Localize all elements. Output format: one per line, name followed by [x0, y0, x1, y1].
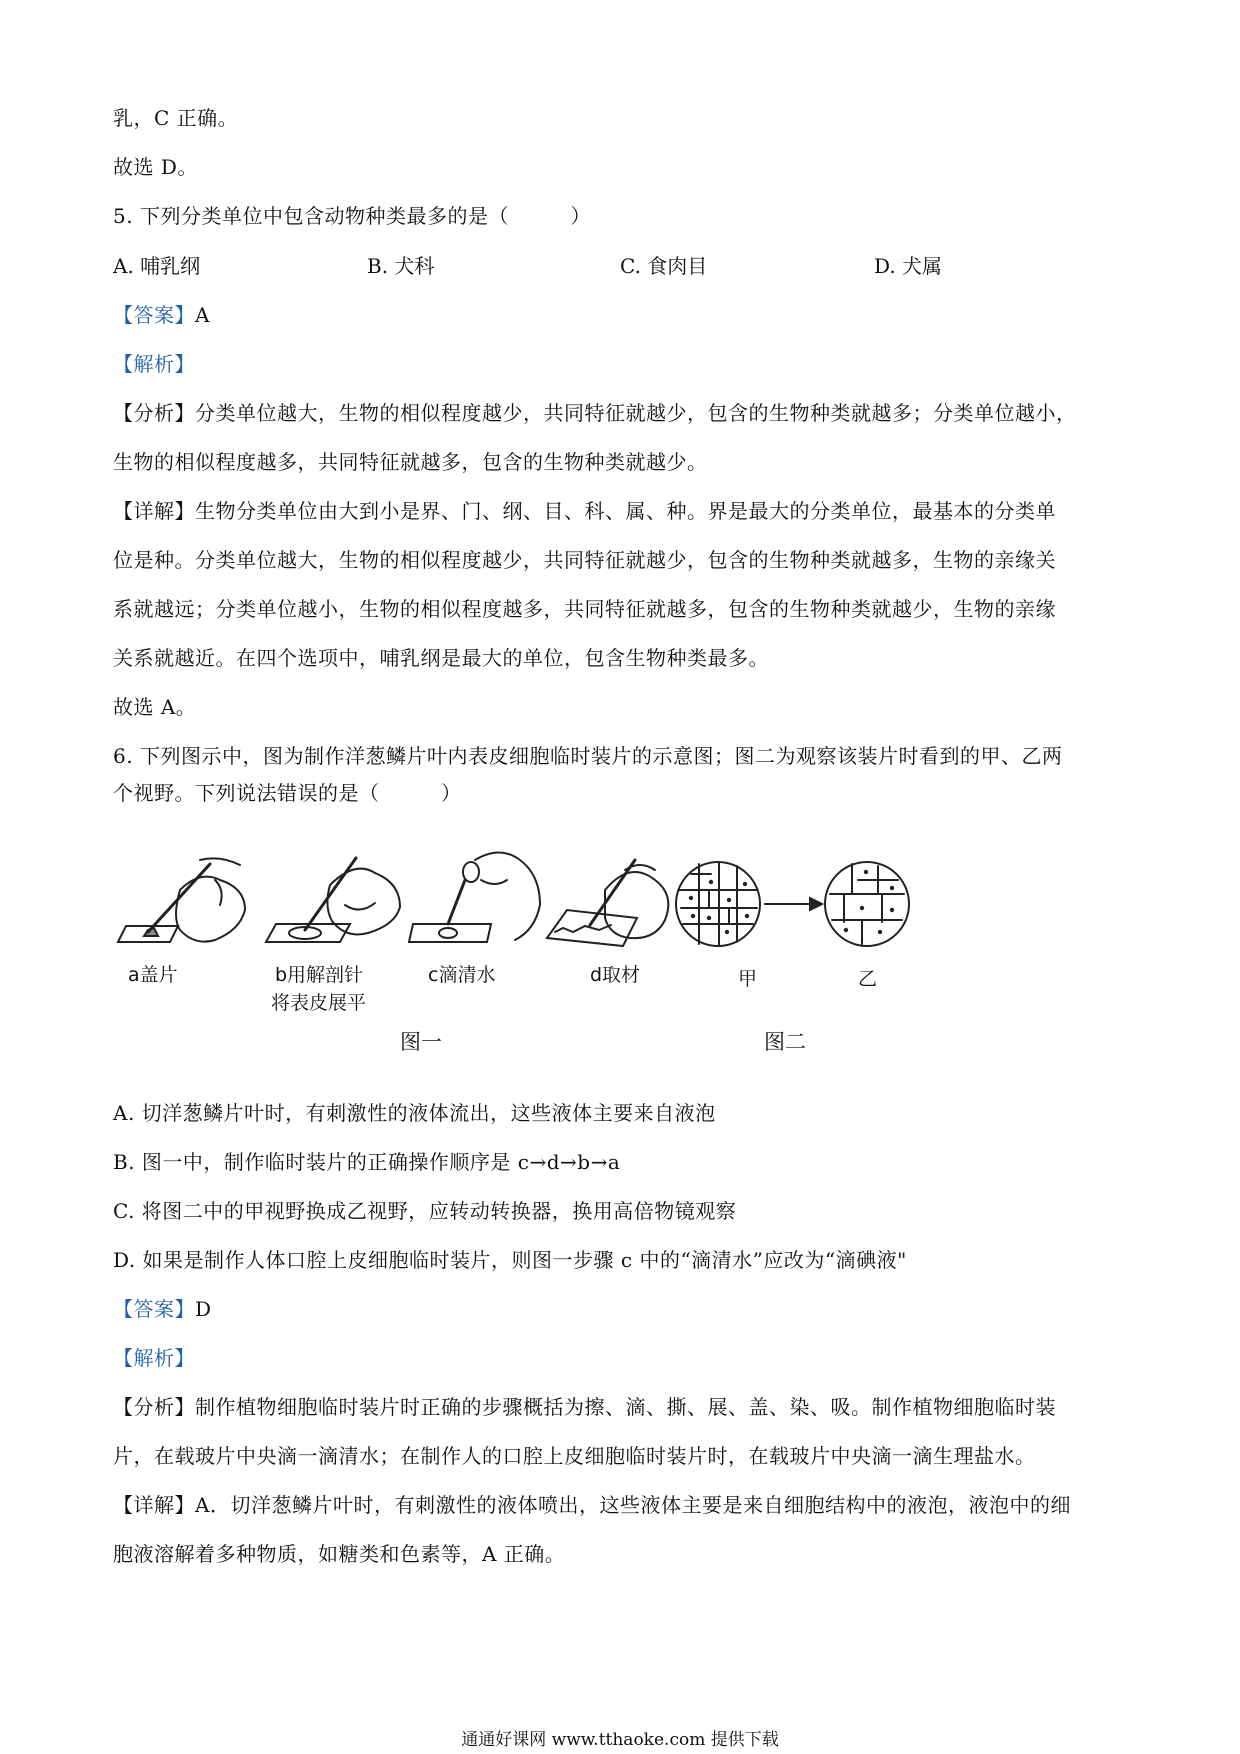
- text-line: 系就越远；分类单位越小，生物的相似程度越多，共同特征就越多，包含的生物种类就越少，生物的亲缘: [113, 597, 1056, 621]
- answer-value: A: [195, 303, 210, 327]
- text-line: 位是种。分类单位越大，生物的相似程度越少，共同特征就越少，包含的生物种类就越多，生物的亲缘关: [113, 548, 1056, 572]
- answer-6: [113, 1295, 212, 1323]
- q6-option-d: D. 如果是制作人体口腔上皮细胞临时装片，则图一步骤 c 中的“滴清水”应改为“滴碘液": [113, 1248, 907, 1272]
- analysis-tag-6: 【解析】: [113, 1346, 195, 1370]
- label-step-b: b用解剖针: [275, 964, 364, 986]
- text-line: 故选 A。: [113, 695, 197, 719]
- caption-figure-2: 图二: [764, 1030, 806, 1054]
- arrow-icon: [765, 898, 822, 910]
- xiangjie-6: [113, 1491, 1071, 1519]
- xiangjie-text: A．切洋葱鳞片叶时，有刺激性的液体喷出，这些液体主要是来自细胞结构中的液泡，液泡中的细: [195, 1493, 1071, 1517]
- xiangjie-5: [113, 497, 1056, 525]
- label-jia: 甲: [738, 968, 758, 990]
- xiangjie-tag: 【详解】: [113, 1493, 195, 1517]
- text-line: 故选 D。: [113, 155, 198, 179]
- view-yi-drawing: [825, 862, 909, 946]
- label-step-a: a盖片: [128, 964, 178, 986]
- label-step-c: c滴清水: [428, 964, 496, 986]
- xiangjie-text: 生物分类单位由大到小是界、门、纲、目、科、属、种。界是最大的分类单位，最基本的分类单: [195, 499, 1056, 523]
- fenxi-5: [113, 399, 1077, 427]
- q6-option-b: B. 图一中，制作临时装片的正确操作顺序是 c→d→b→a: [113, 1150, 621, 1174]
- question-6: 6. 下列图示中，图为制作洋葱鳞片叶内表皮细胞临时装片的示意图；图二为观察该装片时看到的甲、乙两: [113, 744, 1063, 768]
- view-jia-drawing: [676, 862, 760, 946]
- fenxi-tag: 【分析】: [113, 1395, 195, 1419]
- experiment-figure: [110, 850, 930, 1070]
- q5-option-d: D. 犬属: [874, 254, 943, 278]
- fenxi-6: [113, 1393, 1056, 1421]
- answer-5: [113, 301, 210, 329]
- question-6-cont: 个视野。下列说法错误的是（ ）: [113, 781, 462, 805]
- fenxi-text: 制作植物细胞临时装片时正确的步骤概括为擦、滴、撕、展、盖、染、吸。制作植物细胞临时装: [195, 1395, 1056, 1419]
- xiangjie-tag: 【详解】: [113, 499, 195, 523]
- answer-tag: 【答案】: [113, 303, 195, 327]
- label-step-b-line2: 将表皮展平: [271, 992, 367, 1014]
- text-line: 胞液溶解着多种物质，如糖类和色素等，A 正确。: [113, 1542, 566, 1566]
- text-line: 片，在载玻片中央滴一滴清水；在制作人的口腔上皮细胞临时装片时，在载玻片中央滴一滴生理盐水。: [113, 1444, 1036, 1468]
- label-step-d: d取材: [590, 964, 641, 986]
- q6-option-a: A. 切洋葱鳞片叶时，有刺激性的液体流出，这些液体主要来自液泡: [113, 1101, 716, 1125]
- q5-option-c: C. 食肉目: [620, 254, 708, 278]
- text-line: 生物的相似程度越多，共同特征就越多，包含的生物种类就越少。: [113, 450, 708, 474]
- step-d-drawing: [547, 860, 668, 946]
- step-c-drawing: [409, 853, 540, 943]
- figure-drawings: [110, 850, 930, 970]
- text-line: 乳，C 正确。: [113, 106, 239, 130]
- q5-option-b: B. 犬科: [367, 254, 435, 278]
- caption-figure-1: 图一: [400, 1030, 442, 1054]
- fenxi-tag: 【分析】: [113, 401, 195, 425]
- label-yi: 乙: [858, 968, 878, 990]
- question-5: 5. 下列分类单位中包含动物种类最多的是（ ）: [113, 204, 591, 228]
- q6-option-c: C. 将图二中的甲视野换成乙视野，应转动转换器，换用高倍物镜观察: [113, 1199, 737, 1223]
- answer-tag: 【答案】: [113, 1297, 195, 1321]
- answer-value: D: [195, 1297, 212, 1321]
- text-line: 关系就越近。在四个选项中，哺乳纲是最大的单位，包含生物种类最多。: [113, 646, 769, 670]
- footer-source: 通通好课网 www.tthaoke.com 提供下载: [461, 1730, 779, 1750]
- fenxi-text: 分类单位越大，生物的相似程度越少，共同特征就越少，包含的生物种类就越多；分类单位越小，: [195, 401, 1077, 425]
- step-a-drawing: [118, 858, 245, 942]
- step-b-drawing: [266, 858, 400, 942]
- analysis-tag-5: 【解析】: [113, 352, 195, 376]
- q5-option-a: A. 哺乳纲: [113, 254, 201, 278]
